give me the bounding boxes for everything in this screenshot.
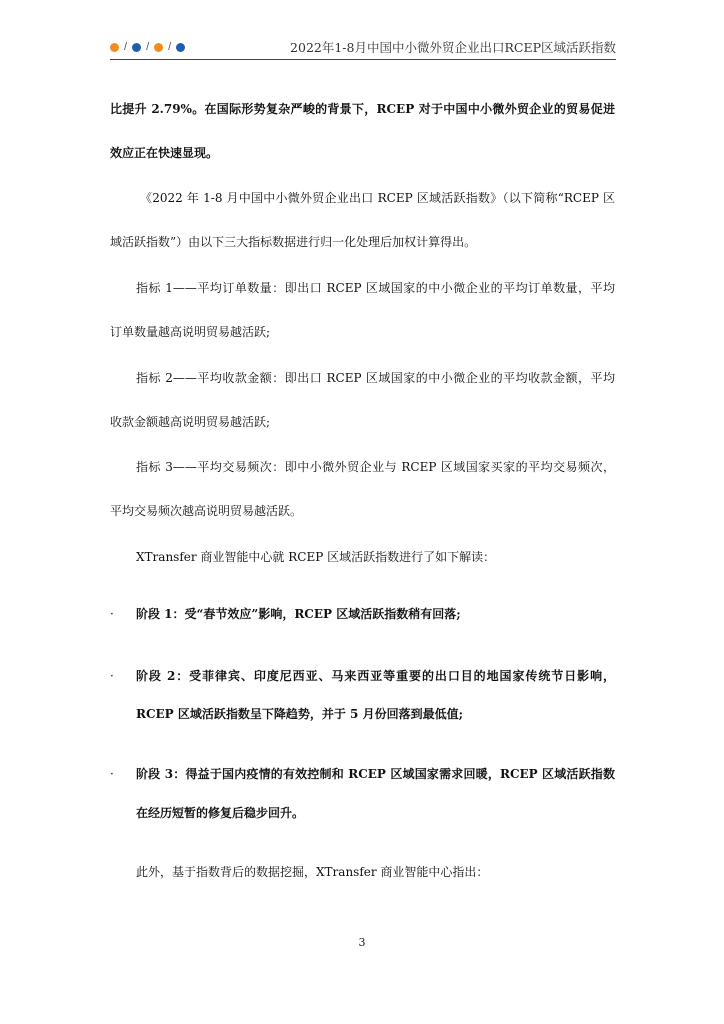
header-title: 2022年1-8月中国中小微外贸企业出口RCEP区域活跃指数 xyxy=(290,40,616,55)
indicator-1-line-2: 订单数量越高说明贸易越活跃; xyxy=(110,325,271,339)
paragraph-1-line-2: 效应正在快速显现。 xyxy=(110,146,219,160)
indicator-2-line-1: 指标 2——平均收款金额：即出口 RCEP 区域国家的中小微企业的平均收款金额，平均 xyxy=(136,371,615,385)
separator: / xyxy=(146,41,150,53)
paragraph-2-line-2: 域活跃指数”）由以下三大指标数据进行归一化处理后加权计算得出。 xyxy=(110,235,477,249)
orange-dot-icon xyxy=(110,43,119,52)
paragraph-2-line-1: 《2022 年 1-8 月中国中小微外贸企业出口 RCEP 区域活跃指数》（以下简称“RCEP 区 xyxy=(140,191,615,205)
indicator-3-line-2: 平均交易频次越高说明贸易越活跃。 xyxy=(110,504,303,518)
stage-3-line-2: 在经历短暂的修复后稳步回升。 xyxy=(136,806,305,820)
indicator-1-line-1: 指标 1——平均订单数量：即出口 RCEP 区域国家的中小微企业的平均订单数量，平均 xyxy=(136,281,615,295)
stage-2-line-1: 阶段 2：受菲律宾、印度尼西亚、马来西亚等重要的出口目的地国家传统节日影响， xyxy=(136,669,615,683)
separator: / xyxy=(124,41,128,53)
orange-dot-icon xyxy=(154,43,163,52)
blue-dot-icon xyxy=(176,43,185,52)
bullet-icon: · xyxy=(110,669,114,683)
page-header xyxy=(110,38,616,56)
header-logo-dots xyxy=(110,40,185,54)
paragraph-4: 此外，基于指数背后的数据挖掘，XTransfer 商业智能中心指出： xyxy=(136,865,489,879)
stage-1: 阶段 1：受“春节效应”影响，RCEP 区域活跃指数稍有回落; xyxy=(136,607,461,621)
separator: / xyxy=(168,41,172,53)
bullet-icon: · xyxy=(110,607,114,621)
stage-2-line-2: RCEP 区域活跃指数呈下降趋势，并于 5 月份回落到最低值; xyxy=(136,707,464,721)
paragraph-1-line-1: 比提升 2.79%。在国际形势复杂严峻的背景下，RCEP 对于中国中小微外贸企业的贸易促进 xyxy=(110,102,615,116)
header-divider xyxy=(110,59,616,60)
indicator-3-line-1: 指标 3——平均交易频次：即中小微外贸企业与 RCEP 区域国家买家的平均交易频次， xyxy=(136,460,615,474)
blue-dot-icon xyxy=(132,43,141,52)
indicator-2-line-2: 收款金额越高说明贸易越活跃; xyxy=(110,415,271,429)
paragraph-3: XTransfer 商业智能中心就 RCEP 区域活跃指数进行了如下解读： xyxy=(136,550,496,564)
page-number: 3 xyxy=(358,936,366,949)
bullet-icon: · xyxy=(110,767,114,781)
stage-3-line-1: 阶段 3：得益于国内疫情的有效控制和 RCEP 区域国家需求回暖，RCEP 区域活跃指数 xyxy=(136,767,615,781)
